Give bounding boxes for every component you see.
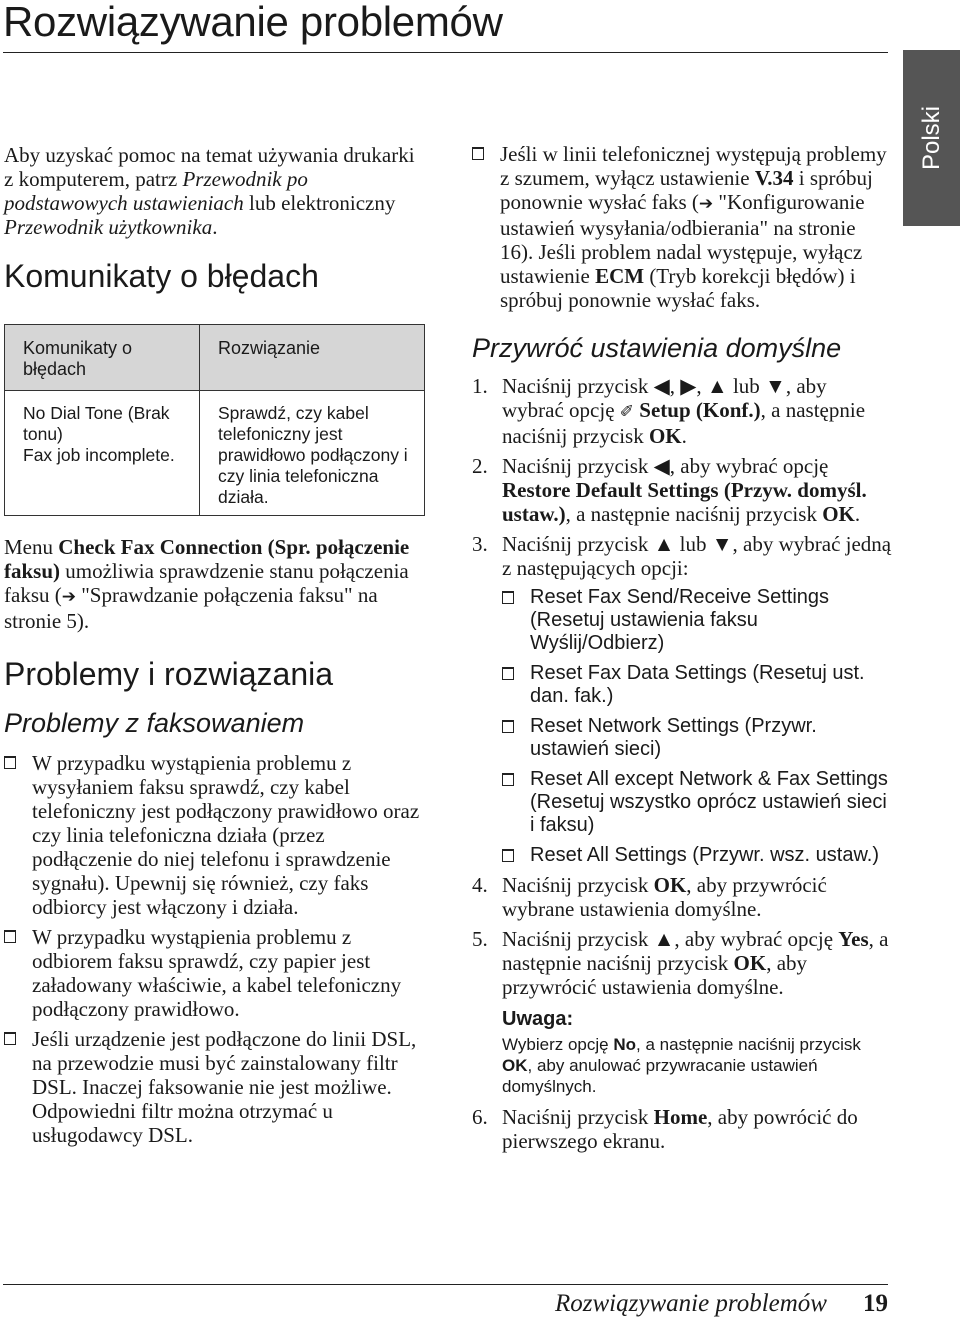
step-text: , aby przywrócić wybrane ustawienia domyślne. — [502, 873, 827, 921]
arrow-right-icon: ➔ — [698, 194, 714, 214]
step-text: , aby wybrać jedną z następujących opcji: — [502, 532, 892, 580]
note-text — [502, 1034, 892, 1097]
list-item-text: (Tryb korekcji błędów) i spróbuj ponownie wysłać faks. — [500, 264, 856, 312]
right-column — [472, 140, 892, 1153]
arrow-left-icon: ◀ — [653, 454, 670, 478]
language-tab — [903, 50, 960, 226]
restore-defaults-heading: Przywróć ustawienia domyślne — [472, 333, 842, 363]
step-text: , aby wybrać opcję — [502, 374, 827, 422]
checkbox-bullet-icon — [4, 1032, 16, 1045]
checkbox-bullet-icon — [502, 667, 514, 680]
reset-options-list — [502, 586, 892, 867]
step-item — [472, 1105, 892, 1153]
step-text: Naciśnij przycisk — [502, 1105, 654, 1129]
step-text: . — [681, 424, 687, 448]
step-text: , aby wybrać opcję — [674, 927, 839, 951]
list-item — [4, 925, 424, 1021]
steps-list — [472, 374, 892, 1153]
step-number: 3. — [472, 532, 488, 556]
key-name: OK — [822, 502, 855, 526]
menu-text: Menu — [4, 535, 59, 559]
list-item — [502, 844, 892, 867]
reset-option-label: Reset Network Settings (Przywr. ustawień sieci) — [530, 715, 817, 760]
key-name: Home — [653, 1105, 708, 1129]
checkbox-bullet-icon — [502, 849, 514, 862]
key-name: OK — [648, 424, 682, 448]
note-text-part: , aby anulować przywracanie ustawień domyślnych. — [502, 1056, 818, 1096]
step-item — [472, 873, 892, 921]
table-row — [5, 391, 425, 516]
checkbox-bullet-icon — [502, 720, 514, 733]
title-rule — [3, 52, 888, 53]
checkbox-bullet-icon — [502, 773, 514, 786]
intro-link-user-guide: Przewodnik użytkownika — [4, 215, 213, 239]
menu-text: umożliwia sprawdzenie stanu połączenia faksu ( — [4, 559, 409, 607]
step-item — [472, 454, 892, 526]
step-number: 2. — [472, 454, 488, 478]
option-name: Setup (Konf.) — [639, 398, 761, 422]
footer-rule — [3, 1284, 888, 1285]
reset-option-label: Reset Fax Send/Receive Settings (Resetuj ustawienia faksu Wyślij/Odbierz) — [530, 586, 830, 654]
page-title: Rozwiązywanie problemów — [3, 0, 503, 45]
step-text: , aby wybrać opcję — [669, 454, 829, 478]
step-number: 1. — [472, 374, 488, 398]
step-number: 5. — [472, 927, 488, 951]
setup-icon: ✐ — [619, 402, 635, 422]
step-text: , a następnie naciśnij przycisk — [502, 927, 889, 975]
step-number: 4. — [472, 873, 488, 897]
setting-name: ECM — [595, 264, 645, 288]
intro-paragraph — [4, 143, 424, 239]
step-item — [472, 927, 892, 1097]
step-text: Naciśnij przycisk — [502, 374, 654, 398]
problems-heading: Problemy i rozwiązania — [4, 656, 334, 692]
checkbox-bullet-icon — [4, 930, 16, 943]
footer-section-title: Rozwiązywanie problemów — [555, 1290, 827, 1317]
option-name: No — [613, 1035, 637, 1054]
list-item-text: "Konfigurowanie ustawień wysyłania/odbierania" na stronie 16). Jeśli problem nadal występuje, wyłącz ustawienie — [500, 190, 865, 288]
errors-heading: Komunikaty o błędach — [4, 258, 319, 294]
step-number: 6. — [472, 1105, 488, 1129]
note-text-part: , a następnie naciśnij przycisk — [636, 1035, 861, 1054]
key-name: OK — [502, 1056, 528, 1075]
list-item — [502, 662, 892, 708]
fax-bullet-list — [4, 751, 424, 1147]
arrow-up-down-icon: ▲ lub ▼ — [653, 532, 733, 556]
intro-text: . — [212, 215, 218, 239]
menu-paragraph — [4, 535, 424, 633]
step-item — [472, 532, 892, 867]
step-item — [472, 374, 892, 448]
step-text: Naciśnij przycisk — [502, 454, 654, 478]
arrow-keys-icon: ◀, ▶, ▲ lub ▼ — [653, 374, 786, 398]
error-message: No Dial Tone (Brak tonu) — [23, 403, 170, 444]
list-item — [502, 586, 892, 655]
step-text: , aby powrócić do pierwszego ekranu. — [502, 1105, 858, 1153]
left-column — [4, 140, 424, 1147]
checkbox-bullet-icon — [502, 591, 514, 604]
step-text: Naciśnij przycisk — [502, 927, 654, 951]
menu-option-name: Check Fax Connection (Spr. połączenie faksu) — [4, 535, 410, 583]
table-cell-message — [5, 391, 200, 516]
note-heading: Uwaga: — [502, 1008, 574, 1030]
fax-problems-heading: Problemy z faksowaniem — [4, 708, 305, 738]
intro-text: Aby uzyskać pomoc na temat używania drukarki z komputerem, patrz — [4, 143, 415, 191]
table-header-solution: Rozwiązanie — [200, 325, 425, 391]
arrow-right-icon: ➔ — [61, 587, 76, 607]
list-item-text: Jeśli urządzenie jest podłączone do linii DSL, na przewodzie musi być zainstalowany filtr DSL. Inaczej faksowanie nie jest możliwe. Odpowiedni filtr można otrzymać u usługodawcy DSL. — [32, 1027, 417, 1147]
note-text-part: Wybierz opcję — [502, 1035, 614, 1054]
reset-option-label: Reset All except Network & Fax Settings (Resetuj wszystko oprócz ustawień sieci i faksu) — [530, 768, 888, 836]
step-text: Naciśnij przycisk — [502, 873, 654, 897]
step-text: , aby przywrócić ustawienia domyślne. — [502, 951, 808, 999]
intro-text: lub elektroniczny — [243, 191, 396, 215]
error-message: Fax job incomplete. — [23, 445, 175, 465]
checkbox-bullet-icon — [4, 756, 16, 769]
intro-link-basic-guide: Przewodnik po podstawowych ustawieniach — [4, 167, 308, 215]
reset-option-label: Reset All Settings (Przywr. wsz. ustaw.) — [530, 844, 879, 866]
key-name: OK — [733, 951, 767, 975]
step-text: , a następnie naciśnij przycisk — [502, 398, 866, 448]
reset-option-label: Reset Fax Data Settings (Resetuj ust. dan. fak.) — [530, 662, 865, 707]
page-number: 19 — [863, 1290, 888, 1317]
option-name: Yes — [838, 927, 869, 951]
list-item — [502, 768, 892, 837]
step-text: , a następnie naciśnij przycisk — [565, 502, 823, 526]
list-item — [472, 142, 892, 312]
option-name: Restore Default Settings (Przyw. domyśl. ustaw.) — [502, 478, 867, 526]
list-item — [4, 1027, 424, 1147]
table-cell-solution: Sprawdź, czy kabel telefoniczny jest prawidłowo podłączony i czy linia telefoniczna działa. — [200, 391, 425, 516]
list-item-text: i spróbuj ponownie wysłać faks ( — [500, 166, 873, 214]
setting-name: V.34 — [754, 166, 794, 190]
step-text: Naciśnij przycisk — [502, 532, 654, 556]
arrow-up-icon: ▲ — [653, 927, 675, 951]
list-item-text: Jeśli w linii telefonicznej występują problemy z szumem, wyłącz ustawienie — [500, 142, 887, 190]
checkbox-bullet-icon — [472, 147, 484, 160]
key-name: OK — [653, 873, 687, 897]
list-item — [4, 751, 424, 919]
language-tab-label: Polski — [917, 105, 945, 171]
table-header-row — [5, 325, 425, 391]
menu-text: "Sprawdzanie połączenia faksu" na stronie 5). — [4, 583, 378, 633]
table-header-messages: Komunikaty o błędach — [5, 325, 200, 391]
list-item-text: W przypadku wystąpienia problemu z odbiorem faksu sprawdź, czy papier jest załadowany właściwie, a kabel telefoniczny podłączony prawidłowo. — [32, 925, 402, 1021]
note-box — [502, 1007, 892, 1097]
step-text: . — [854, 502, 861, 526]
list-item — [502, 715, 892, 761]
error-table — [4, 324, 425, 516]
list-item-text: W przypadku wystąpienia problemu z wysyłaniem faksu sprawdź, czy kabel telefoniczny jest podłączony prawidłowo oraz czy linia telefoniczna działa (przez podłączenie do niej telefonu i sprawdzenie sygnału). Upewnij się również, czy faks odbiorcy jest włączony i działa. — [32, 751, 420, 919]
page-footer — [555, 1290, 888, 1318]
